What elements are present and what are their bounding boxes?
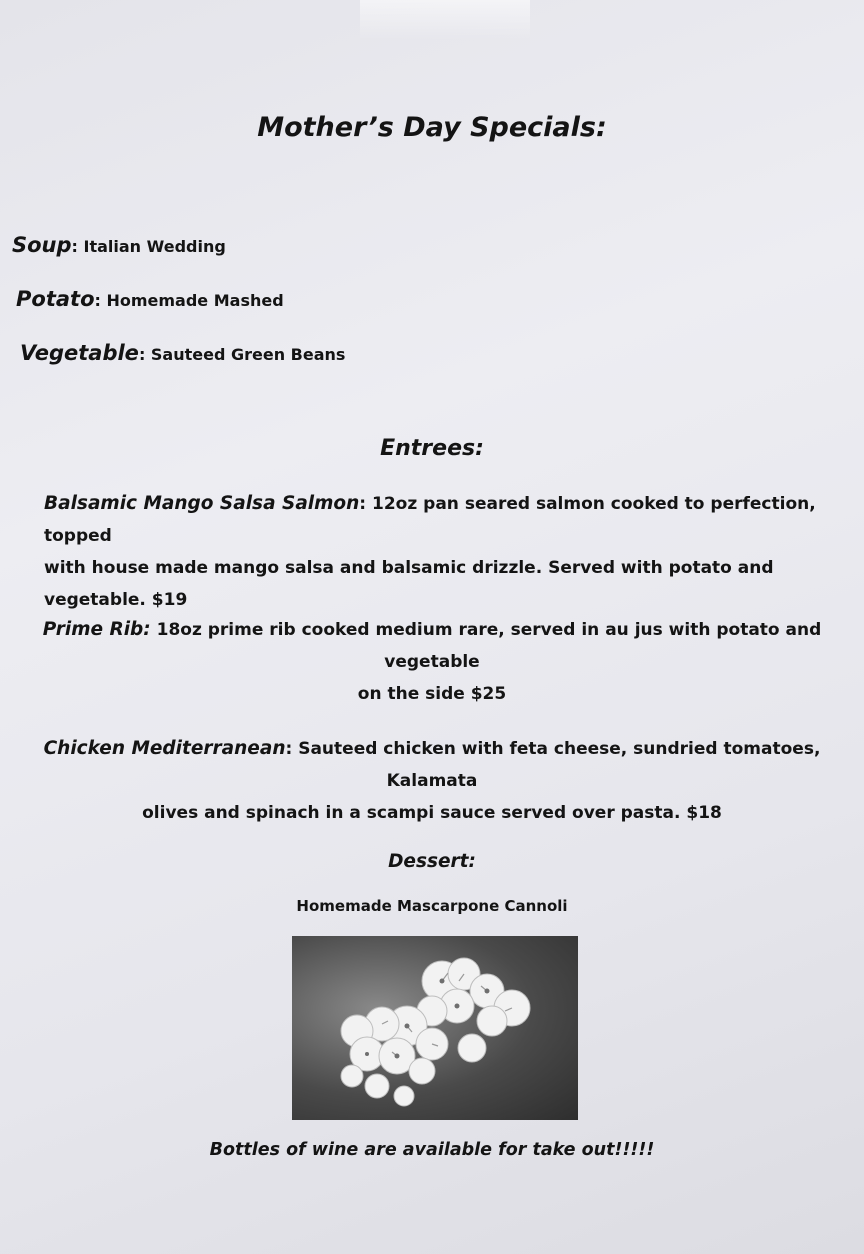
- entree-name: Chicken Mediterranean: [43, 738, 286, 759]
- entree-description-line: 12oz pan seared salmon cooked to perfection, topped: [44, 494, 816, 546]
- entrees-heading: Entrees:: [380, 436, 484, 461]
- entree-description-line: on the side $25: [357, 684, 507, 704]
- paper-fold-highlight: [360, 0, 530, 40]
- side-value: Sauteed Green Beans: [150, 345, 346, 364]
- dessert-heading: Dessert:: [388, 851, 476, 872]
- entree-prime-rib: [20, 614, 844, 710]
- entree-description-line: Sauteed chicken with feta cheese, sundried tomatoes, Kalamata: [298, 739, 821, 791]
- wine-notice: Bottles of wine are available for take out!!!!!: [209, 1140, 655, 1160]
- flowers-photo: [292, 936, 578, 1120]
- entree-description-line: olives and spinach in a scampi sauce served over pasta. $18: [142, 803, 722, 823]
- side-vegetable: Vegetable: Sauteed Green Beans: [20, 341, 346, 365]
- dessert-item: Homemade Mascarpone Cannoli: [296, 897, 568, 915]
- entree-salmon: Balsamic Mango Salsa Salmon: 12oz pan seared salmon cooked to perfection, topped with house made mango salsa and balsamic drizzle. Served with potato and vegetable. $19: [44, 488, 844, 616]
- entree-name: Prime Rib:: [42, 619, 151, 640]
- side-potato: Potato: Homemade Mashed: [16, 287, 284, 311]
- side-label: Vegetable: [20, 341, 139, 365]
- side-value: Homemade Mashed: [106, 291, 284, 310]
- entree-description-line: with house made mango salsa and balsamic drizzle. Served with potato and vegetable. $19: [44, 558, 774, 610]
- side-value: Italian Wedding: [83, 237, 226, 256]
- flower-illustration: [292, 936, 578, 1120]
- menu-title: Mother’s Day Specials:: [257, 112, 607, 143]
- entree-description-line: 18oz prime rib cooked medium rare, served in au jus with potato and vegetable: [156, 620, 822, 672]
- side-soup: Soup: Italian Wedding: [12, 233, 226, 257]
- entree-name: Balsamic Mango Salsa Salmon: [44, 493, 360, 514]
- side-label: Soup: [12, 233, 72, 257]
- side-label: Potato: [16, 287, 95, 311]
- entree-chicken: Chicken Mediterranean: Sauteed chicken with feta cheese, sundried tomatoes, Kalamata olives and spinach in a scampi sauce served over pasta. $18: [20, 733, 844, 829]
